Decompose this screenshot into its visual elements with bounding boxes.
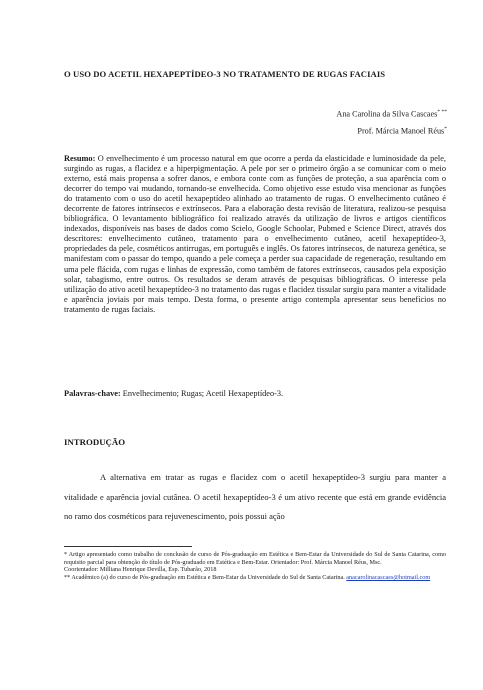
- author-primary: [336, 109, 447, 119]
- abstract-label: Resumo:: [64, 154, 96, 163]
- author-name: Prof. Márcia Manoel Réus: [357, 126, 445, 136]
- keywords-text: Envelhecimento; Rugas; Acetil Hexapeptídeo-3.: [122, 389, 284, 398]
- author-footnote-mark: * **: [437, 109, 447, 115]
- section-heading-introduction: INTRODUÇÃO: [64, 437, 126, 447]
- footnote-2-text: ** Acadêmico (a) do curso de Pós-graduação em Estética e Bem-Estar da Universidade do Sul de Santa Catarina.: [64, 573, 345, 581]
- abstract: [64, 154, 446, 315]
- footnote-divider: [64, 546, 192, 547]
- author-advisor: [357, 126, 447, 136]
- keywords-label: Palavras-chave:: [64, 389, 121, 398]
- keywords: [64, 389, 446, 398]
- footnotes: [64, 551, 446, 581]
- abstract-text: O envelhecimento é um processo natural em que ocorre a perda da elasticidade e luminosidade da pele, surgindo as rugas, a flacidez e a hiperpigmentação. A pele por ser o primeiro órgão a se comunicar com o meio externo, está mais propensa a sofrer danos, e embora conte com as funções de proteção, a sua aparência com o decorrer do tempo vai mudando, tornando-se envelhecida. Como objetivo esse estudo visa mencionar as funções do tratamento com o uso do acetil hexapeptídeo alinhado ao tratamento de rugas. O envelhecimento cutâneo é decorrente de fatores intrínsecos e extrínsecos. Para a elaboração desta revisão de literatura, realizou-se pesquisa bibliográfica. O levantamento bibliográfico foi realizado através da utilização de livros e artigos científicos indexados, disponíveis nas bases de dados como Scielo, Google Schoolar, Pubmed e Science Direct, através dos descritores: envelhecimento cutâneo, tratamento para o envelhecimento cutâneo, acetil hexapeptídeo-3, propriedades da pele, cosméticos antirrugas, em português e inglês. Os fatores intrínsecos, de natureza genética, se manifestam com o passar do tempo, quando a pele começa a perder sua capacidade de regeneração, resultando em uma pele flácida, com rugas e linhas de expressão, como também de fatores extrínsecos, causados pela exposição solar, tabagismo, entre outros. Os resultados se deram através de pesquisas bibliográficas. O interesse pela utilização do ativo acetil hexapeptídeo-3 no tratamento das rugas e flacidez tissular surgiu para manter a vitalidade e aparência joviais por mais tempo. Desta forma, o presente artigo contempla apresentar seus benefícios no tratamento de rugas faciais.: [64, 154, 446, 314]
- footnote-2: [64, 574, 446, 582]
- introduction-paragraph: A alternativa em tratar as rugas e flacidez com o acetil hexapeptídeo-3 surgiu para manter a vitalidade e aparência jovial cutânea. O acetil hexapeptídeo-3 é um ativo recente que está em grande evidência no ramo dos cosméticos para rejuvenescimento, pois possui ação: [64, 472, 446, 521]
- author-footnote-mark: *: [444, 126, 447, 132]
- author-name: Ana Carolina da Silva Cascaes: [336, 109, 438, 119]
- footnote-1: * Artigo apresentado como trabalho de conclusão de curso de Pós-graduação em Estética e Bem-Estar da Universidade do Sul de Santa Catarina, como requisito parcial para obtenção do título de Pós-graduado em Estética e Bem-Estar. Orientador: Prof. Márcia Manoel Réus, Msc.: [64, 551, 446, 566]
- author-email-link[interactable]: anacarolinacascaes@hotmail.com: [346, 573, 431, 581]
- paper-title: O USO DO ACETIL HEXAPEPTÍDEO-3 NO TRATAMENTO DE RUGAS FACIAIS: [64, 69, 386, 79]
- footnote-1-coadvisor: Coorientador: Milliana Henrique Devilla, Esp. Tubarão, 2018: [64, 566, 217, 574]
